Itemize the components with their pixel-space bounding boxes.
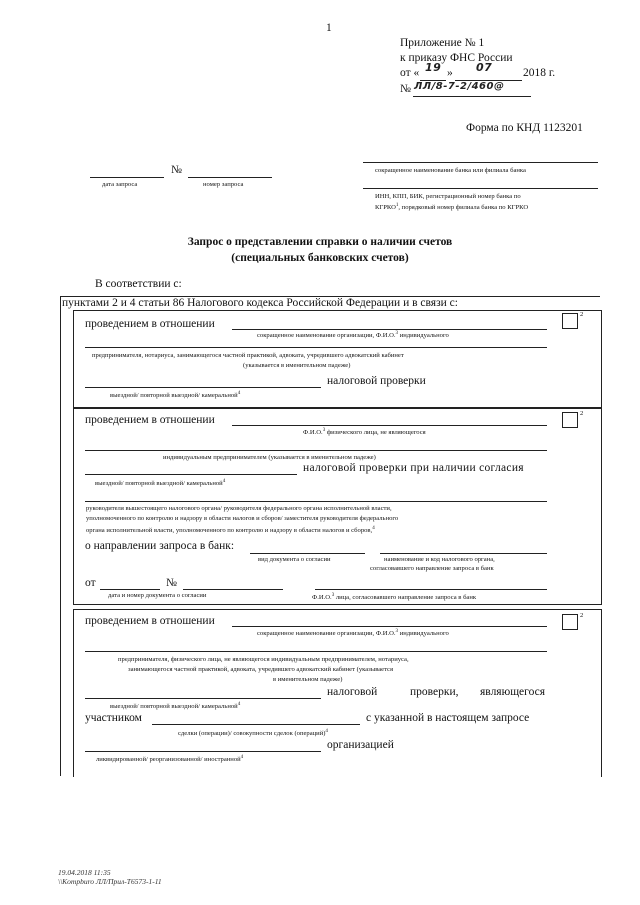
- section-2-from: от: [85, 577, 96, 589]
- section-3-audit-w2: проверки,: [410, 686, 459, 698]
- section-2-head-3: органа исполнительной власти, уполномоченного по контролю и надзору в области налогов и сборов,$^4$: [86, 526, 375, 535]
- section-3-note-3: занимающегося частной практикой, адвоката, учредившего адвокатский кабинет (указывается: [128, 666, 393, 673]
- section-1-note-1: сокращенное наименование организации, Ф.И.О.$^3$ индивидуального: [257, 331, 449, 340]
- section-3-audit-w1: налоговой: [327, 686, 378, 698]
- appendix-number-prefix: №: [400, 83, 411, 95]
- bank-ids-label-1: ИНН, КПП, БИК, регистрационный номер банка по: [375, 193, 521, 200]
- appendix-number: ЛЛ/8-7-2/460@: [414, 81, 505, 92]
- page-number: 1: [326, 22, 332, 34]
- bank-name-label: сокращенное наименование банка или филиала банка: [375, 167, 526, 174]
- section-2-org-1: наименование и код налогового органа,: [384, 556, 495, 563]
- request-date-label: дата запроса: [102, 181, 138, 188]
- section-3-liq: ликвидированной/ реорганизованной/ иностранной$^4$: [96, 755, 244, 764]
- section-3-note-4: в именительном падеже): [273, 676, 343, 683]
- section-2-doc-kind: вид документа о согласии: [258, 556, 331, 563]
- section-3-organization: организацией: [327, 739, 394, 751]
- request-number-sign: №: [171, 164, 182, 176]
- section-2-direction: о направлении запроса в банк:: [85, 540, 235, 552]
- section-1-audit: налоговой проверки: [327, 375, 426, 387]
- title-line-1: Запрос о представлении справки о наличии счетов: [187, 236, 453, 248]
- request-number-label: номер запроса: [203, 181, 244, 188]
- section-1-box-sup: 2: [580, 311, 584, 318]
- section-2-head-2: уполномоченного по контролю и надзору в области налогов и сборов/ заместителя руководителя федерального: [86, 515, 399, 522]
- section-3-box-sup: 2: [580, 612, 584, 619]
- section-3-note-2: предпринимателя, физического лица, не являющегося индивидуальным предпринимателем, нотариуса,: [118, 656, 409, 663]
- section-2-kind: выездной/ повторной выездной/ камеральной$^4$: [95, 479, 226, 488]
- bank-ids-label-2: КГРКО$^1$, порядковый номер филиала банка по КГРКО: [375, 203, 529, 212]
- appendix-line-1: Приложение № 1: [400, 37, 485, 49]
- section-2-note-1: Ф.И.О.$^3$ физического лица, не являющегося: [303, 428, 426, 437]
- form-code: Форма по КНД 1123201: [466, 122, 583, 134]
- section-2-note-2: индивидуальным предпринимателем (указывается в именительном падеже): [163, 454, 376, 461]
- appendix-date-from: от «: [400, 67, 420, 79]
- section-3-specified: с указанной в настоящем запросе: [366, 712, 530, 724]
- article-reference: пунктами 2 и 4 статьи 86 Налогового кодекса Российской Федерации и в связи с:: [62, 297, 458, 309]
- title-line-2: (специальных банковских счетов): [231, 252, 409, 264]
- section-1-kind: выездной/ повторной выездной/ камеральной$^4$: [110, 391, 241, 400]
- section-1-checkbox[interactable]: [562, 313, 578, 329]
- section-1-lead: проведением в отношении: [85, 318, 215, 330]
- section-3-kind: выездной/ повторной выездной/ камеральной$^4$: [110, 702, 241, 711]
- section-2-date-num: дата и номер документа о согласии: [108, 592, 207, 599]
- footer-timestamp: 19.04.2018 11:35: [58, 868, 111, 877]
- section-2-checkbox[interactable]: [562, 412, 578, 428]
- section-2-box-sup: 2: [580, 410, 584, 417]
- appendix-line-2: к приказу ФНС России: [400, 52, 513, 64]
- appendix-month: 07: [476, 61, 493, 74]
- footer-file: \\Kompburo ЛЛ/Прил-Т6573-1-11: [58, 877, 162, 886]
- section-3-audit-w3: являющегося: [480, 686, 546, 698]
- section-2-audit: налоговой проверки при наличии согласия: [303, 462, 524, 474]
- section-2-head-1: руководителя вышестоящего налогового органа/ руководителя федерального органа исполнительной власти,: [86, 505, 392, 512]
- section-2-person: Ф.И.О.$^3$ лица, согласовавшего направление запроса в банк: [312, 593, 477, 602]
- section-1-note-3: (указывается в именительном падеже): [243, 362, 351, 369]
- appendix-date-mid: »: [447, 67, 453, 79]
- according-label: В соответствии с:: [95, 278, 182, 290]
- section-2-org-2: согласовавшего направление запроса в банк: [370, 565, 494, 572]
- appendix-year: 2018 г.: [523, 67, 556, 79]
- appendix-day: 19: [425, 61, 442, 74]
- section-1-note-2: предпринимателя, нотариуса, занимающегося частной практикой, адвоката, учредившего адвокатский кабинет: [92, 352, 404, 359]
- section-3-participant: участником: [85, 712, 142, 724]
- section-3-lead: проведением в отношении: [85, 615, 215, 627]
- section-3-deal: сделки (операции)/ совокупности сделок (операций)$^4$: [178, 729, 328, 738]
- section-2-num: №: [166, 577, 177, 589]
- section-3-checkbox[interactable]: [562, 614, 578, 630]
- section-2-lead: проведением в отношении: [85, 414, 215, 426]
- section-3-note-1: сокращенное наименование организации, Ф.И.О.$^3$ индивидуального: [257, 629, 449, 638]
